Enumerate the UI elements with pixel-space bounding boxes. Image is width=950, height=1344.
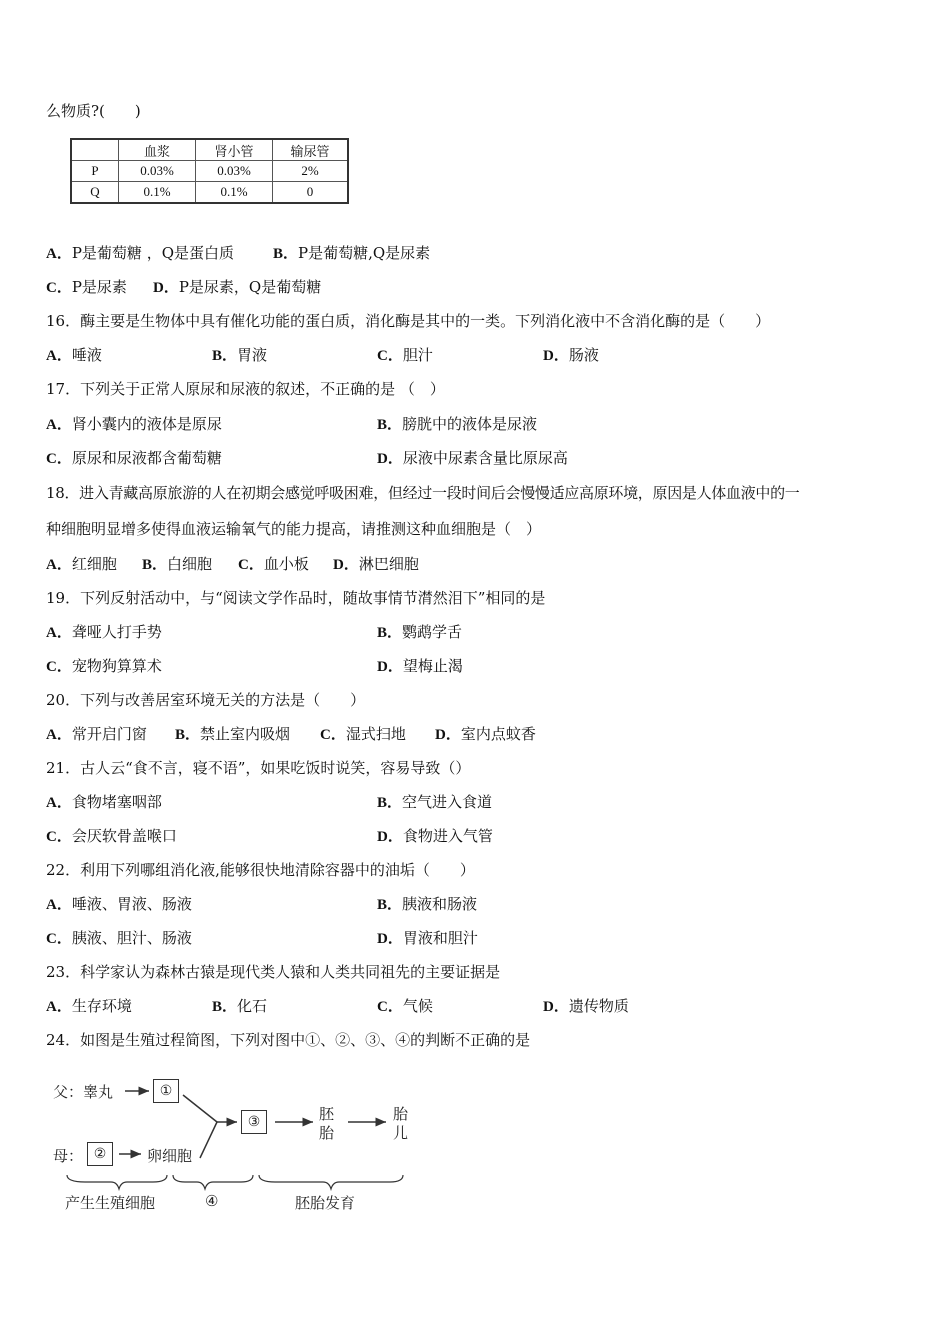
q17-option-c [46,448,222,469]
option-label: C． [46,451,72,467]
option-label: C． [46,659,72,675]
q21-stem: 21．古人云“食不言，寝不语”，如果吃饭时说笑，容易导致（） [46,759,471,777]
option-label: A． [46,897,72,913]
option-label: A． [46,557,72,573]
option-label: A． [46,348,72,364]
option-text: 胃液 [237,346,268,364]
q20-option-c [320,724,406,745]
table-cell: 0.03% [119,161,196,182]
q22-option-d [377,928,478,949]
option-text: 胰液、胆汁、肠液 [71,929,192,947]
q15-stem-tail: 么物质?( ) [46,102,141,120]
table-cell: 2% [273,161,349,182]
option-text: 气候 [402,997,433,1015]
brace-label-produce-germ-cells: 产生生殖细胞 [65,1194,156,1212]
option-label: D． [543,999,569,1015]
q24-stem: 24．如图是生殖过程简图，下列对图中①、②、③、④的判断不正确的是 [46,1031,531,1049]
fetus-top: 胎 [393,1105,409,1123]
option-label: B． [377,625,403,641]
option-label: A． [46,246,72,262]
option-label: D． [377,931,403,947]
option-text: 空气进入食道 [402,793,493,811]
option-text: 胆汁 [402,346,433,364]
option-label: B． [212,348,238,364]
box-2: ② [87,1142,113,1166]
option-text: 望梅止渴 [402,657,463,675]
q21-option-d [377,826,493,847]
q17-stem: 17．下列关于正常人原尿和尿液的叙述，不正确的是 （ ） [46,380,445,398]
box-3: ③ [241,1110,267,1134]
brace-label-4: ④ [205,1192,219,1210]
embryo-top: 胚 [319,1105,335,1123]
option-label: D． [377,451,403,467]
option-text: 红细胞 [71,555,117,573]
option-label: C． [238,557,264,573]
q23-option-d [543,996,629,1017]
option-label: C． [46,829,72,845]
q22-option-c [46,928,192,949]
option-label: C． [320,727,346,743]
q15-option-c [46,277,127,298]
option-text: 膀胱中的液体是尿液 [402,415,538,433]
option-label: B． [273,246,299,262]
table-header-ureter: 输尿管 [273,139,349,161]
option-label: C． [46,280,72,296]
option-label: B． [377,795,403,811]
option-text: 遗传物质 [568,997,629,1015]
mother-label: 母： [53,1147,84,1165]
table-row [71,161,348,182]
q22-option-a [46,894,192,915]
option-text: 尿液中尿素含量比原尿高 [402,449,568,467]
box-1: ① [153,1079,179,1103]
table-cell: Q [71,182,119,204]
q15-data-table [70,138,349,204]
option-text: 会厌软骨盖喉口 [71,827,177,845]
q21-option-a [46,792,162,813]
option-label: B． [377,417,403,433]
q20-option-a [46,724,147,745]
option-text: 胰液和肠液 [402,895,478,913]
table-cell: 0.1% [196,182,273,204]
q19-option-c [46,656,162,677]
q21-option-c [46,826,177,847]
q15-option-d [153,277,321,298]
table-cell [71,139,119,161]
option-text: P是尿素，Q是葡萄糖 [178,278,322,296]
q17-option-d [377,448,568,469]
option-label: D． [377,659,403,675]
q20-option-b [175,724,290,745]
table-header-plasma: 血浆 [119,139,196,161]
q16-option-c [377,345,433,366]
option-text: 室内点蚊香 [460,725,536,743]
option-text: 肾小囊内的液体是原尿 [71,415,222,433]
q23-option-c [377,996,433,1017]
q17-option-b [377,414,537,435]
q21-option-b [377,792,492,813]
q23-stem: 23．科学家认为森林古猿是现代类人猿和人类共同祖先的主要证据是 [46,963,501,981]
q19-option-b [377,622,462,643]
option-label: D． [153,280,179,296]
egg-cell-label: 卵细胞 [147,1147,193,1165]
option-label: D． [435,727,461,743]
q16-stem: 16．酶主要是生物体中具有催化功能的蛋白质，消化酶是其中的一类。下列消化液中不含消化酶的是（ ） [46,312,771,330]
option-text: 常开启门窗 [71,725,147,743]
q16-option-a [46,345,102,366]
option-label: A． [46,795,72,811]
option-text: 白细胞 [167,555,213,573]
option-label: A． [46,999,72,1015]
option-label: A． [46,625,72,641]
option-text: 血小板 [263,555,309,573]
q19-stem: 19．下列反射活动中，与“阅读文学作品时，随故事情节潸然泪下”相同的是 [46,589,546,607]
q22-option-b [377,894,477,915]
q18-stem-line1: 18．进入青藏高原旅游的人在初期会感觉呼吸困难，但经过一段时间后会慢慢适应高原环境，原因是人体血液中的一 [46,484,800,502]
option-text: 肠液 [568,346,599,364]
table-cell: 0.03% [196,161,273,182]
q19-option-d [377,656,463,677]
q16-option-d [543,345,599,366]
option-label: C． [46,931,72,947]
option-text: 原尿和尿液都含葡萄糖 [71,449,222,467]
option-text: 食物进入气管 [402,827,493,845]
q15-option-a [46,243,234,264]
table-cell: 0 [273,182,349,204]
q19-option-a [46,622,162,643]
q18-option-b [142,554,212,575]
option-text: 唾液、胃液、肠液 [71,895,192,913]
brace-label-embryo-development: 胚胎发育 [295,1194,356,1212]
q23-option-a [46,996,132,1017]
reproduction-process-diagram [45,1065,425,1225]
option-text: 化石 [237,997,268,1015]
table-row [71,182,348,204]
father-testis-label: 父：睾丸 [53,1083,114,1101]
q18-option-d [333,554,419,575]
fetus-bottom: 儿 [393,1124,409,1142]
option-label: B． [377,897,403,913]
option-label: D． [543,348,569,364]
q16-option-b [212,345,267,366]
q18-stem-line2: 种细胞明显增多使得血液运输氧气的能力提高，请推测这种血细胞是（ ） [46,520,542,538]
option-text: 禁止室内吸烟 [200,725,291,743]
option-text: 食物堵塞咽部 [71,793,162,811]
q22-stem: 22．利用下列哪组消化液,能够很快地清除容器中的油垢（ ） [46,861,475,879]
table-cell: P [71,161,119,182]
option-label: C． [377,348,403,364]
option-label: B． [142,557,168,573]
option-text: P是葡萄糖,Q是尿素 [298,244,431,262]
q23-option-b [212,996,267,1017]
q20-option-d [435,724,536,745]
option-label: B． [175,727,201,743]
option-label: A． [46,417,72,433]
option-label: C． [377,999,403,1015]
option-text: 聋哑人打手势 [71,623,162,641]
option-label: D． [377,829,403,845]
table-cell: 0.1% [119,182,196,204]
option-text: P是尿素 [71,278,127,296]
option-text: 唾液 [71,346,102,364]
option-text: 鹦鹉学舌 [402,623,463,641]
option-label: D． [333,557,359,573]
q18-option-a [46,554,117,575]
q18-option-c [238,554,309,575]
option-label: A． [46,727,72,743]
option-text: 淋巴细胞 [358,555,419,573]
option-text: 湿式扫地 [345,725,406,743]
q17-option-a [46,414,222,435]
option-text: 宠物狗算算术 [71,657,162,675]
option-text: 胃液和胆汁 [402,929,478,947]
option-text: P是葡萄糖 ，Q是蛋白质 [71,244,235,262]
option-text: 生存环境 [71,997,132,1015]
q15-option-b [273,243,430,264]
table-header-row [71,139,348,161]
embryo-bottom: 胎 [319,1124,335,1142]
q20-stem: 20．下列与改善居室环境无关的方法是（ ） [46,691,366,709]
option-label: B． [212,999,238,1015]
table-header-tubule: 肾小管 [196,139,273,161]
